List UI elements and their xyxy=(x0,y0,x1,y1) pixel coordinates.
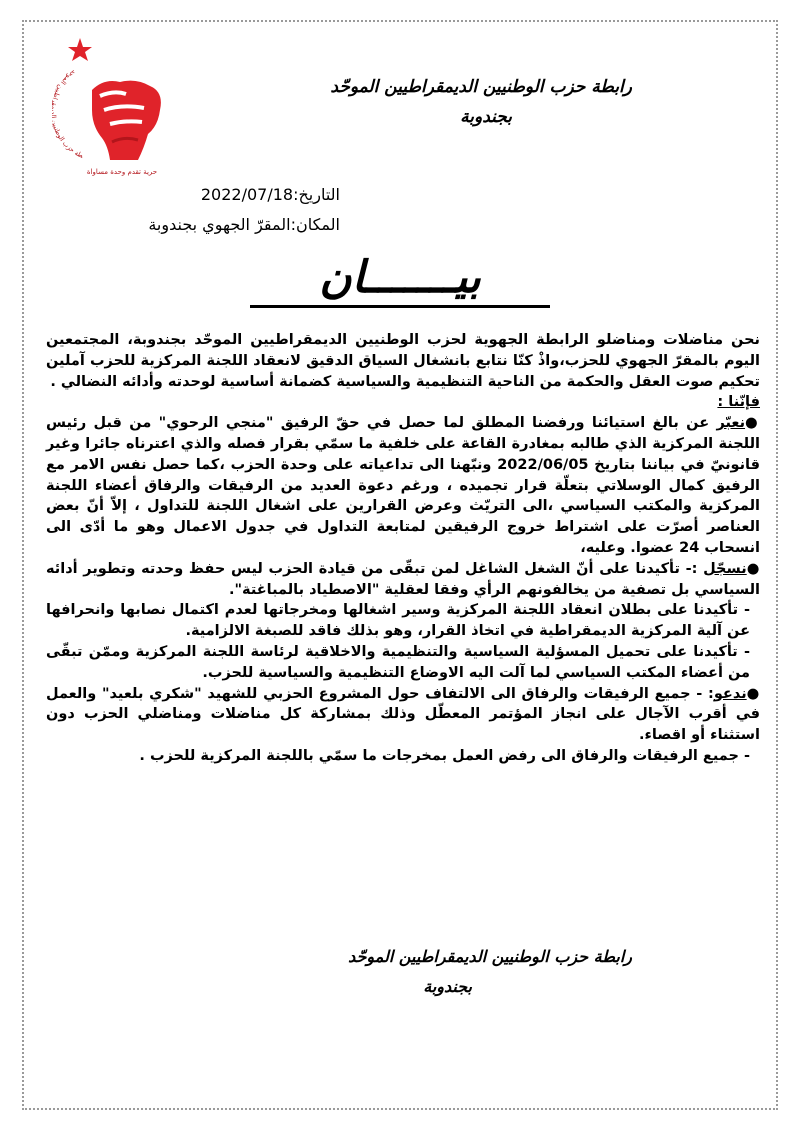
document-meta xyxy=(100,180,340,240)
header-org-line2: بجندوبة xyxy=(460,107,512,127)
place-line xyxy=(100,210,340,240)
record-paragraph: ●نسجّل :- تأكيدنا على أنّ الشغل الشاغل لمن تبقّى من قيادة الحزب ليس حفظ وحدته وتطوير أدائه السياسي بل تصفية من يخالفونهم الرأي وفقا لعقلية "الاصطياد بالمباغتة". xyxy=(46,560,760,598)
footer-org-line2: بجندوبة xyxy=(423,977,472,996)
express-label: نعبّر xyxy=(716,415,746,432)
document-title xyxy=(250,250,550,306)
call-label: ندعو xyxy=(713,685,747,702)
place-label: المكان: xyxy=(290,215,340,234)
call-item: - جميع الرفيقات والرفاق الى رفض العمل بمخرجات ما سمّي باللجنة المركزية للحزب . xyxy=(139,747,750,764)
place-value: المقرّ الجهوي بجندوبة xyxy=(148,215,291,234)
title-text: بيـــــــان xyxy=(319,252,481,303)
header-organization xyxy=(212,72,632,132)
record-label: نسجّل xyxy=(703,560,747,577)
call-intro: : - جميع الرفيقات والرفاق الى الالتفاف حول المشروع الحزبي للشهيد "شكري بلعيد" والعمل في أقرب الآجال على انجاز المؤتمر المعطّل وذلك بمشاركة كل مناضلات ومناضلي الحزب دون استثناء أو اقصاء. xyxy=(46,685,760,744)
therefore-label: فإنّنا : xyxy=(717,394,760,411)
header-org-line1: رابطة حزب الوطنيين الديمقراطيين الموحّد xyxy=(330,77,632,97)
intro-paragraph: نحن مناضلات ومناضلو الرابطة الجهوية لحزب الوطنيين الديمقراطيين الموحّد بجندوبة، المجتمعين اليوم بالمقرّ الجهوي للحزب،واذْ كنّا نتابع بانشغال السياق الدقيق لانعقاد اللجنة المركزية للحزب آملين تحكيم صوت العقل والحكمة من الناحية التنظيمية والسياسية كضمانة أساسية لوحدته وأدائه النضالي . xyxy=(46,332,760,390)
record-item: - تأكيدنا على تحميل المسؤلية السياسية والتنظيمية والاخلاقية لرئاسة اللجنة المركزية وممّن تبقّى من أعضاء المكتب السياسي لما آلت اليه الاوضاع التنظيمية والسياسية للحزب. xyxy=(46,643,750,681)
title-underline xyxy=(250,305,550,308)
logo-motto: حرية تقدم وحدة مساواة xyxy=(86,168,158,176)
record-item: - تأكيدنا على بطلان انعقاد اللجنة المركزية وسير اشغالها ومخرجاتها لعدم اكتمال نصابها وانحرافها عن آلية المركزية الديمقراطية في اتخاذ القرار، وهو بذلك فاقد للصبغة الالزامية. xyxy=(46,602,750,640)
record-intro: :- تأكيدنا على أنّ الشغل الشاغل لمن تبقّى من قيادة الحزب ليس حفظ وحدته وتطوير أدائه السياسي بل تصفية من يخالفونهم الرأي وفقا لعقلية "الاصطياد بالمباغتة". xyxy=(46,560,760,598)
logo-arc-text: طة حزب الوطنيي طيين الموحد xyxy=(52,68,85,160)
express-paragraph: ●نعبّر عن بالغ استيائنا ورفضنا المطلق لما حصل في حقّ الرفيق "منجي الرحوي" من قبل رئيس اللجنة المركزية الذي طالبه بمغادرة القاعة على خلفية ما سمّي بقرار فصله والذي اعترناه جائرا وغير قانونيّ في بياننا بتاريخ 2022/06/05 ونبّهنا الى تداعياته على وحدة الحزب ،كما حصل نفس الامر مع الرفيق كمال الوسلاتي بتعلّة قرار تجميده ، ورغم دعوة العديد من الرفيقات والرفاق أعضاء اللجنة المركزية والمكتب السياسي ،الى التريّث وعرض القرارين على اشغال اللجنة للتداول ، إلاّ أنّ بعض العناصر أصرّت على اشتراط خروج الرفيقين لمتابعة التداول في جدول الاعمال وهو ما أدّى الى انسحاب 24 عضوا. وعليه، xyxy=(46,415,760,556)
date-value: 2022/07/18 xyxy=(200,185,294,204)
footer-org-line1: رابطة حزب الوطنيين الديمقراطيين الموحّد xyxy=(348,947,632,966)
date-line xyxy=(100,180,340,210)
footer-signature xyxy=(212,942,632,1002)
express-text: عن بالغ استيائنا ورفضنا المطلق لما حصل في حقّ الرفيق "منجي الرحوي" من قبل رئيس اللجنة المركزية الذي طالبه بمغادرة القاعة على خلفية ما سمّي بقرار فصله والذي اعترناه جائرا وغير قانونيّ في بياننا بتاريخ 2022/06/05 ونبّهنا الى تداعياته على وحدة الحزب ،كما حصل نفس الامر مع الرفيق كمال الوسلاتي بتعلّة قرار تجميده ، ورغم دعوة العديد من الرفيقات والرفاق أعضاء اللجنة المركزية والمكتب السياسي ،الى التريّث وعرض القرارين على اشغال اللجنة للتداول ، إلاّ أنّ بعض العناصر أصرّت على اشتراط خروج الرفيقين لمتابعة التداول في جدول الاعمال وهو ما أدّى الى انسحاب 24 عضوا. وعليه، xyxy=(46,415,760,556)
party-logo xyxy=(52,30,182,180)
statement-body xyxy=(46,330,760,767)
date-label: التاريخ: xyxy=(293,185,340,204)
red-star-icon xyxy=(68,38,92,61)
call-paragraph: ●ندعو: - جميع الرفيقات والرفاق الى الالتفاف حول المشروع الحزبي للشهيد "شكري بلعيد" والعمل في أقرب الآجال على انجاز المؤتمر المعطّل وذلك بمشاركة كل مناضلات ومناضلي الحزب دون استثناء أو اقصاء. xyxy=(46,685,760,744)
